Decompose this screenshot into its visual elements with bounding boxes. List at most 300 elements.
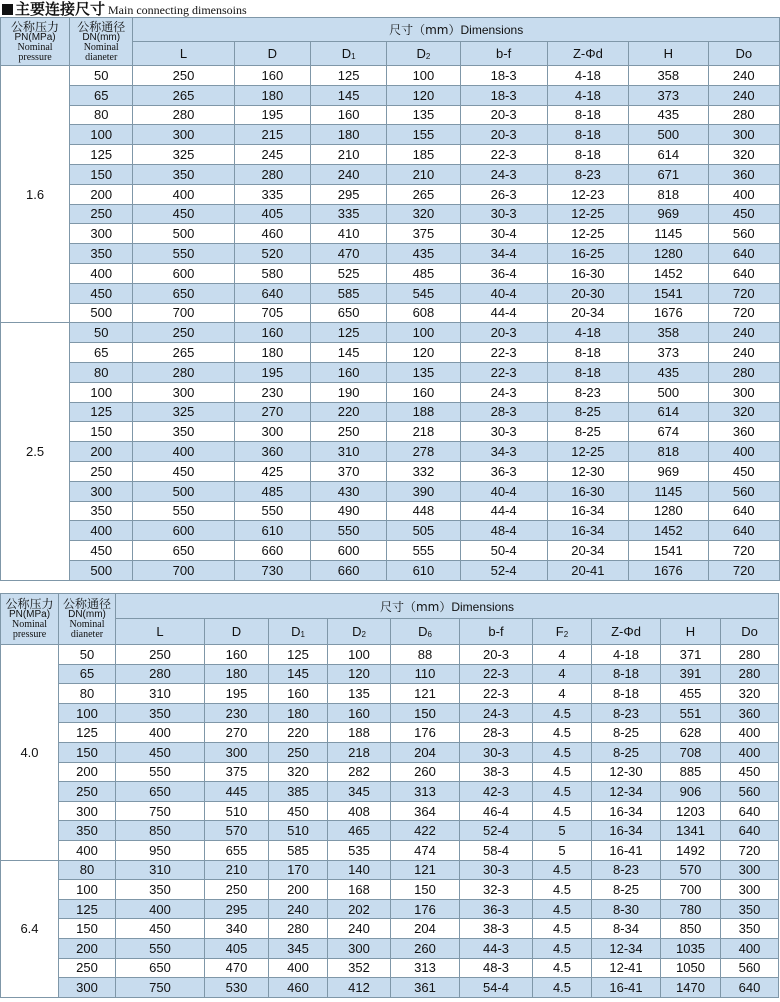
dimension-cell: 671 — [629, 164, 708, 184]
dimension-cell: 22-3 — [460, 684, 533, 704]
column-header: b-f — [460, 42, 547, 66]
dimension-cell: 535 — [328, 840, 391, 860]
pn-header-cn: 公称压力 — [11, 19, 60, 34]
dimension-cell: 44-4 — [460, 501, 547, 521]
dimension-cell: 332 — [387, 461, 460, 481]
dimension-cell: 8-30 — [592, 899, 661, 919]
dimension-cell: 160 — [269, 684, 328, 704]
dimension-cell: 44-4 — [460, 303, 547, 323]
dn-cell: 400 — [70, 263, 133, 283]
table-row — [1, 125, 780, 145]
dimension-cell: 12-30 — [592, 762, 661, 782]
dimension-cell: 46-4 — [460, 801, 533, 821]
column-header: Z-Φd — [592, 619, 661, 645]
dimension-cell: 320 — [708, 145, 780, 165]
dimension-cell: 435 — [629, 362, 708, 382]
dimension-cell: 202 — [328, 899, 391, 919]
dimension-cell: 300 — [708, 125, 780, 145]
dn-cell: 150 — [59, 919, 116, 939]
table-row — [1, 560, 780, 580]
dimension-cell: 8-25 — [592, 723, 661, 743]
dimension-cell: 8-18 — [592, 664, 661, 684]
dimension-cell: 1145 — [629, 481, 708, 501]
dimension-cell: 282 — [328, 762, 391, 782]
dimension-cell: 22-3 — [460, 362, 547, 382]
dimension-cell: 500 — [629, 382, 708, 402]
column-header-visual: $F_2$ — [555, 624, 569, 639]
dimension-cell: 204 — [391, 919, 460, 939]
dimension-cell: 280 — [133, 362, 234, 382]
dimension-cell: 560 — [708, 481, 780, 501]
dimension-cell: 240 — [269, 899, 328, 919]
dimension-cell: 435 — [387, 244, 460, 264]
dimension-cell: 364 — [391, 801, 460, 821]
dimension-cell: 614 — [629, 402, 708, 422]
dimension-cell: 265 — [133, 343, 234, 363]
dimension-cell: 8-23 — [592, 860, 661, 880]
table-row — [1, 224, 780, 244]
dn-header-cn: 公称通径 — [77, 19, 126, 34]
dimension-cell: 300 — [205, 742, 269, 762]
dimension-cell: 8-18 — [547, 145, 628, 165]
table-row — [1, 184, 780, 204]
dimension-cell: 580 — [234, 263, 310, 283]
dimension-cell: 585 — [311, 283, 387, 303]
dimension-cell: 545 — [387, 283, 460, 303]
dimension-cell: 121 — [391, 860, 460, 880]
dimension-cell: 12-25 — [547, 442, 628, 462]
dn-cell: 350 — [59, 821, 116, 841]
dimension-cell: 12-34 — [592, 782, 661, 802]
dn-cell: 65 — [59, 664, 116, 684]
dimension-cell: 780 — [661, 899, 721, 919]
dimension-cell: 4.5 — [533, 762, 592, 782]
table-row — [1, 899, 779, 919]
dimension-cell: 505 — [387, 521, 460, 541]
dimension-cell: 358 — [629, 66, 708, 86]
pn-group-cell: 6.4 — [1, 860, 59, 997]
dimension-cell: 30-3 — [460, 204, 547, 224]
dimension-cell: 240 — [708, 66, 780, 86]
dimension-cell: 520 — [234, 244, 310, 264]
dimension-cell: 150 — [391, 880, 460, 900]
dimension-cell: 160 — [311, 362, 387, 382]
dimension-cell: 110 — [391, 664, 460, 684]
dimension-cell: 215 — [234, 125, 310, 145]
dimension-cell: 265 — [133, 85, 234, 105]
dimension-cell: 525 — [311, 263, 387, 283]
dimension-cell: 195 — [234, 362, 310, 382]
dimension-cell: 650 — [133, 541, 234, 561]
table-row — [1, 684, 779, 704]
dimension-cell: 1280 — [629, 244, 708, 264]
dn-cell: 250 — [70, 204, 133, 224]
dimension-cell: 500 — [133, 481, 234, 501]
dimension-cell: 450 — [721, 762, 779, 782]
dimension-cell: 352 — [328, 958, 391, 978]
dimension-cell: 295 — [205, 899, 269, 919]
dimension-cell: 4-18 — [547, 323, 628, 343]
dimension-cell: 204 — [391, 742, 460, 762]
dimension-cell: 260 — [391, 938, 460, 958]
dn-cell: 50 — [59, 645, 116, 665]
column-header: Do — [721, 619, 779, 645]
dimension-cell: 120 — [328, 664, 391, 684]
black-square-icon — [2, 4, 13, 15]
dimension-cell: 350 — [116, 880, 205, 900]
dimension-cell: 280 — [116, 664, 205, 684]
dimension-cell: 885 — [661, 762, 721, 782]
dn-cell: 250 — [70, 461, 133, 481]
column-header: Do — [708, 42, 780, 66]
dimension-cell: 360 — [708, 422, 780, 442]
dimension-cell: 650 — [133, 283, 234, 303]
dn-cell: 200 — [70, 442, 133, 462]
dimension-cell: 640 — [708, 521, 780, 541]
dimensions-title — [133, 18, 780, 42]
dimension-cell: 4.5 — [533, 899, 592, 919]
dn-cell: 125 — [70, 145, 133, 165]
dimension-cell: 640 — [721, 801, 779, 821]
dimension-cell: 640 — [721, 978, 779, 998]
dimension-cell: 180 — [311, 125, 387, 145]
dn-cell: 300 — [59, 801, 116, 821]
dimension-cell: 614 — [629, 145, 708, 165]
dimension-cell: 125 — [269, 645, 328, 665]
dimension-cell: 16-34 — [592, 801, 661, 821]
dimension-cell: 265 — [387, 184, 460, 204]
dimension-cell: 485 — [387, 263, 460, 283]
dimension-cell: 8-23 — [547, 164, 628, 184]
dimension-cell: 120 — [387, 343, 460, 363]
dimension-cell: 300 — [133, 382, 234, 402]
dimension-cell: 280 — [234, 164, 310, 184]
dimension-cell: 240 — [311, 164, 387, 184]
dimension-cell: 412 — [328, 978, 391, 998]
dimension-cell: 335 — [311, 204, 387, 224]
dimension-cell: 474 — [391, 840, 460, 860]
dimension-cell: 32-3 — [460, 880, 533, 900]
dimension-cell: 350 — [133, 164, 234, 184]
dimension-cell: 400 — [721, 723, 779, 743]
dn-cell: 400 — [70, 521, 133, 541]
dimension-cell: 220 — [311, 402, 387, 422]
dn-cell: 300 — [70, 224, 133, 244]
dimension-cell: 345 — [328, 782, 391, 802]
dimension-cell: 300 — [721, 860, 779, 880]
dimension-cell: 385 — [269, 782, 328, 802]
dimension-cell: 20-3 — [460, 125, 547, 145]
dimension-cell: 36-3 — [460, 461, 547, 481]
dimension-cell: 210 — [311, 145, 387, 165]
dimension-cell: 4 — [533, 664, 592, 684]
dimension-cell: 22-3 — [460, 145, 547, 165]
dimension-cell: 320 — [387, 204, 460, 224]
dimension-cell: 313 — [391, 958, 460, 978]
dimension-cell: 4.5 — [533, 801, 592, 821]
dn-cell: 50 — [70, 323, 133, 343]
dn-header-en: Nominal dianeter — [69, 619, 105, 640]
table-row — [1, 840, 779, 860]
dn-cell: 400 — [59, 840, 116, 860]
dn-cell: 500 — [70, 303, 133, 323]
dimension-cell: 280 — [133, 105, 234, 125]
dimension-cell: 8-23 — [547, 382, 628, 402]
dimension-cell: 20-3 — [460, 323, 547, 343]
column-header: L — [133, 42, 234, 66]
pn-group-cell: 4.0 — [1, 645, 59, 861]
dimension-cell: 570 — [661, 860, 721, 880]
dimension-cell: 705 — [234, 303, 310, 323]
dimension-cell: 250 — [133, 66, 234, 86]
column-header — [391, 619, 460, 645]
column-header: H — [661, 619, 721, 645]
dimension-cell: 135 — [328, 684, 391, 704]
dimension-cell: 12-25 — [547, 204, 628, 224]
table-row — [1, 105, 780, 125]
dimension-cell: 280 — [708, 362, 780, 382]
dn-header-unit: DN(mm) — [82, 31, 121, 43]
dimension-cell: 160 — [234, 66, 310, 86]
dimension-cell: 550 — [133, 244, 234, 264]
dimension-cell: 640 — [708, 244, 780, 264]
dimension-cell: 320 — [721, 684, 779, 704]
dimension-cell: 350 — [721, 919, 779, 939]
dimension-cell: 22-3 — [460, 664, 533, 684]
table-row — [1, 303, 780, 323]
dimension-cell: 250 — [311, 422, 387, 442]
dimension-cell: 18-3 — [460, 66, 547, 86]
dimension-cell: 176 — [391, 899, 460, 919]
dimension-cell: 8-25 — [547, 422, 628, 442]
dimension-cell: 4.5 — [533, 742, 592, 762]
section-title-cn: 主要连接尺寸 — [15, 0, 106, 18]
dn-cell: 65 — [70, 85, 133, 105]
dimension-cell: 168 — [328, 880, 391, 900]
dimension-cell: 850 — [661, 919, 721, 939]
dn-cell: 200 — [59, 938, 116, 958]
dimension-cell: 1341 — [661, 821, 721, 841]
dimension-cell: 190 — [311, 382, 387, 402]
dimension-cell: 160 — [311, 105, 387, 125]
dimension-cell: 125 — [311, 323, 387, 343]
dimension-cell: 400 — [269, 958, 328, 978]
dimension-cell: 610 — [387, 560, 460, 580]
pn-header-unit: PN(MPa) — [14, 31, 56, 43]
dimension-cell: 375 — [387, 224, 460, 244]
dimension-cell: 240 — [708, 343, 780, 363]
dimension-cell: 155 — [387, 125, 460, 145]
dimension-cell: 510 — [269, 821, 328, 841]
dimension-cell: 44-3 — [460, 938, 533, 958]
dimension-cell: 450 — [116, 742, 205, 762]
dimension-cell: 22-3 — [460, 343, 547, 363]
dimension-cell: 280 — [721, 645, 779, 665]
dimension-cell: 969 — [629, 461, 708, 481]
dimension-cell: 24-3 — [460, 382, 547, 402]
table-row — [1, 343, 780, 363]
dimension-cell: 313 — [391, 782, 460, 802]
table-row — [1, 723, 779, 743]
dimension-cell: 135 — [387, 362, 460, 382]
dn-cell: 80 — [70, 362, 133, 382]
table-row — [1, 978, 779, 998]
dimension-cell: 400 — [721, 938, 779, 958]
dimension-cell: 250 — [205, 880, 269, 900]
dimension-cell: 391 — [661, 664, 721, 684]
dimension-cell: 350 — [116, 703, 205, 723]
dimension-cell: 320 — [269, 762, 328, 782]
dimension-cell: 373 — [629, 343, 708, 363]
column-header-visual: $D_1$ — [291, 624, 305, 639]
dimension-cell: 1676 — [629, 303, 708, 323]
dimension-cell: 1452 — [629, 521, 708, 541]
dn-cell: 450 — [70, 283, 133, 303]
dimension-cell: 16-30 — [547, 263, 628, 283]
dimension-cell: 160 — [234, 323, 310, 343]
table-row — [1, 263, 780, 283]
dimension-cell: 450 — [116, 919, 205, 939]
dimension-cell: 600 — [311, 541, 387, 561]
dimension-cell: 310 — [311, 442, 387, 462]
dn-cell: 125 — [59, 899, 116, 919]
section-title — [0, 0, 247, 18]
dimension-cell: 550 — [234, 501, 310, 521]
dimension-cell: 38-3 — [460, 762, 533, 782]
dimension-cell: 210 — [387, 164, 460, 184]
dimension-cell: 260 — [391, 762, 460, 782]
table-row — [1, 362, 780, 382]
table-row — [1, 860, 779, 880]
table-row — [1, 664, 779, 684]
dimension-cell: 140 — [328, 860, 391, 880]
dimension-cell: 345 — [269, 938, 328, 958]
dimension-cell: 20-30 — [547, 283, 628, 303]
dn-cell: 100 — [59, 703, 116, 723]
dimension-cell: 30-3 — [460, 742, 533, 762]
dimension-cell: 450 — [708, 461, 780, 481]
dimension-cell: 465 — [328, 821, 391, 841]
dn-cell: 100 — [70, 125, 133, 145]
dimension-cell: 400 — [721, 742, 779, 762]
dn-cell: 150 — [70, 422, 133, 442]
table-row — [1, 481, 780, 501]
dimension-cell: 8-23 — [592, 703, 661, 723]
dimension-cell: 750 — [116, 801, 205, 821]
dimension-cell: 340 — [205, 919, 269, 939]
dimension-cell: 320 — [708, 402, 780, 422]
dimensions-table-2 — [0, 593, 779, 998]
dimension-cell: 8-18 — [547, 362, 628, 382]
dimension-cell: 422 — [391, 821, 460, 841]
table-row — [1, 521, 780, 541]
dn-cell: 80 — [59, 684, 116, 704]
dimension-cell: 240 — [708, 85, 780, 105]
dimension-cell: 325 — [133, 145, 234, 165]
dn-header — [59, 594, 116, 645]
dn-cell: 250 — [59, 958, 116, 978]
dimension-cell: 1541 — [629, 283, 708, 303]
table-row — [1, 461, 780, 481]
dimension-cell: 400 — [133, 442, 234, 462]
dimension-cell: 400 — [116, 899, 205, 919]
dn-cell: 200 — [59, 762, 116, 782]
dimension-cell: 145 — [269, 664, 328, 684]
dimension-cell: 450 — [133, 204, 234, 224]
dn-cell: 100 — [70, 382, 133, 402]
dn-header-unit: DN(mm) — [68, 609, 106, 620]
dn-cell: 50 — [70, 66, 133, 86]
dimension-cell: 485 — [234, 481, 310, 501]
dimension-cell: 30-3 — [460, 860, 533, 880]
dimension-cell: 628 — [661, 723, 721, 743]
dimension-cell: 969 — [629, 204, 708, 224]
column-header — [387, 42, 460, 66]
dimension-cell: 750 — [116, 978, 205, 998]
dimension-cell: 1452 — [629, 263, 708, 283]
dimension-cell: 530 — [205, 978, 269, 998]
dimension-cell: 700 — [133, 303, 234, 323]
dimension-cell: 20-34 — [547, 541, 628, 561]
column-header: H — [629, 42, 708, 66]
dimension-cell: 720 — [708, 283, 780, 303]
dimension-cell: 600 — [133, 263, 234, 283]
dimension-cell: 350 — [721, 899, 779, 919]
dimension-cell: 48-4 — [460, 521, 547, 541]
dimension-cell: 950 — [116, 840, 205, 860]
dimension-cell: 5 — [533, 821, 592, 841]
dimension-cell: 325 — [133, 402, 234, 422]
dimension-cell: 650 — [116, 782, 205, 802]
dimension-cell: 4-18 — [592, 645, 661, 665]
dn-cell: 300 — [70, 481, 133, 501]
pn-header-en: Nominal pressure — [12, 619, 47, 640]
dimension-cell: 54-4 — [460, 978, 533, 998]
dimension-cell: 400 — [133, 184, 234, 204]
pn-group-cell: 1.6 — [1, 66, 70, 323]
dimension-cell: 34-3 — [460, 442, 547, 462]
dimension-cell: 180 — [269, 703, 328, 723]
table-row — [1, 919, 779, 939]
pn-group-cell: 2.5 — [1, 323, 70, 580]
dimension-cell: 460 — [269, 978, 328, 998]
dimension-cell: 40-4 — [460, 481, 547, 501]
dimension-cell: 470 — [311, 244, 387, 264]
table-row — [1, 541, 780, 561]
dn-cell: 125 — [70, 402, 133, 422]
table-row — [1, 66, 780, 86]
dimension-cell: 24-3 — [460, 703, 533, 723]
table-row — [1, 442, 780, 462]
dimension-cell: 390 — [387, 481, 460, 501]
dimension-cell: 250 — [116, 645, 205, 665]
dimension-cell: 360 — [234, 442, 310, 462]
dimension-cell: 850 — [116, 821, 205, 841]
dn-cell: 200 — [70, 184, 133, 204]
dimension-cell: 408 — [328, 801, 391, 821]
dn-cell: 250 — [59, 782, 116, 802]
dn-cell: 150 — [70, 164, 133, 184]
dimension-cell: 278 — [387, 442, 460, 462]
dimension-cell: 5 — [533, 840, 592, 860]
dimension-cell: 450 — [269, 801, 328, 821]
dn-header-cn: 公称通径 — [62, 597, 111, 611]
dimension-cell: 1280 — [629, 501, 708, 521]
dimension-cell: 818 — [629, 184, 708, 204]
dimension-cell: 500 — [629, 125, 708, 145]
table-row — [1, 742, 779, 762]
dimension-cell: 300 — [133, 125, 234, 145]
